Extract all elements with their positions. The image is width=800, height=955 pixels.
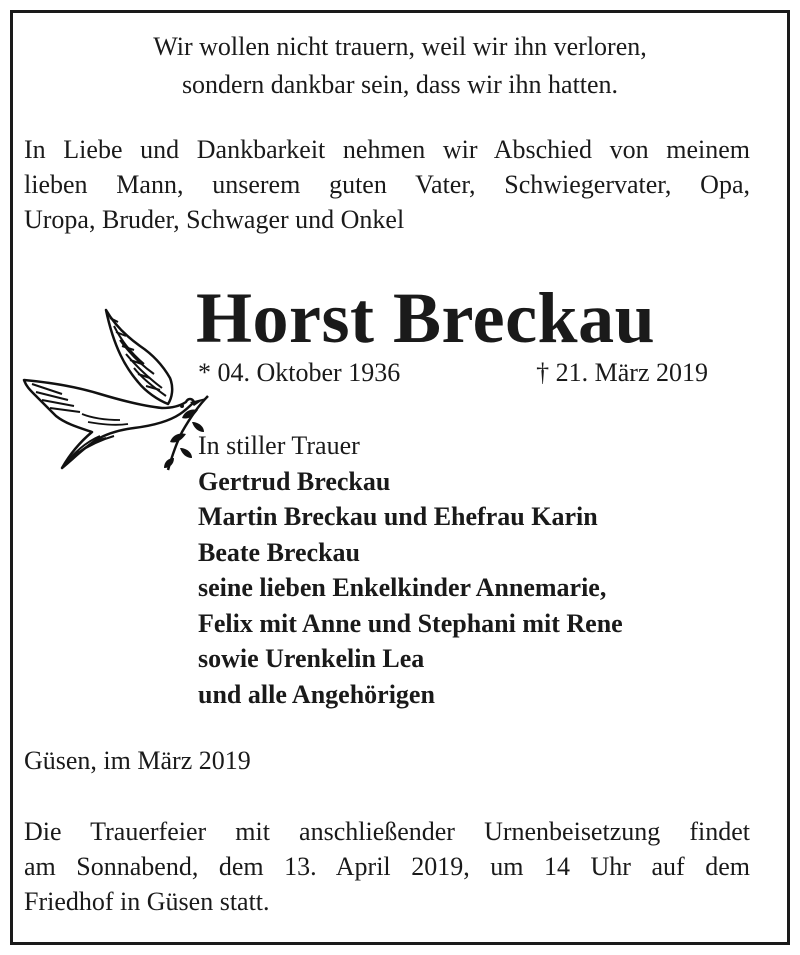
intro-line-1: In Liebe und Dankbarkeit nehmen wir Abschied von meinem [24, 135, 750, 164]
motto-line-1: Wir wollen nicht trauern, weil wir ihn verloren, [153, 32, 647, 61]
ceremony-line-2: am Sonnabend, dem 13. April 2019, um 14 Uhr auf dem [24, 852, 750, 881]
ceremony-line-3: Friedhof in Güsen statt. [24, 887, 270, 916]
mourner-line: Martin Breckau und Ehefrau Karin [198, 502, 598, 531]
intro-line-2: lieben Mann, unserem guten Vater, Schwiegervater, Opa, [24, 170, 750, 199]
mourner-line: und alle Angehörigen [198, 679, 435, 709]
place-date: Güsen, im März 2019 [24, 746, 251, 775]
mourner-line: Beate Breckau [198, 537, 360, 567]
deceased-name: Horst Breckau [196, 278, 656, 358]
mourner-line: seine lieben Enkelkinder Annemarie, [198, 573, 607, 602]
motto [0, 28, 800, 104]
mourners-heading: In stiller Trauer [198, 431, 360, 460]
mourner-line: Gertrud Breckau [198, 466, 391, 496]
ceremony-notice [24, 814, 750, 919]
mourners-list [198, 428, 623, 712]
mourner-line: Felix mit Anne und Stephani mit Rene [198, 608, 623, 638]
motto-line-2: sondern dankbar sein, dass wir ihn hatten. [181, 70, 619, 99]
intro-text [24, 132, 750, 237]
intro-line-3: Uropa, Bruder, Schwager und Onkel [24, 205, 405, 234]
dove-with-olive-branch-icon [22, 302, 218, 478]
death-date: † 21. März 2019 [536, 358, 708, 387]
birth-date: * 04. Oktober 1936 [198, 358, 401, 387]
ceremony-line-1: Die Trauerfeier mit anschließender Urnenbeisetzung findet [24, 817, 750, 846]
mourner-line: sowie Urenkelin Lea [198, 644, 425, 673]
